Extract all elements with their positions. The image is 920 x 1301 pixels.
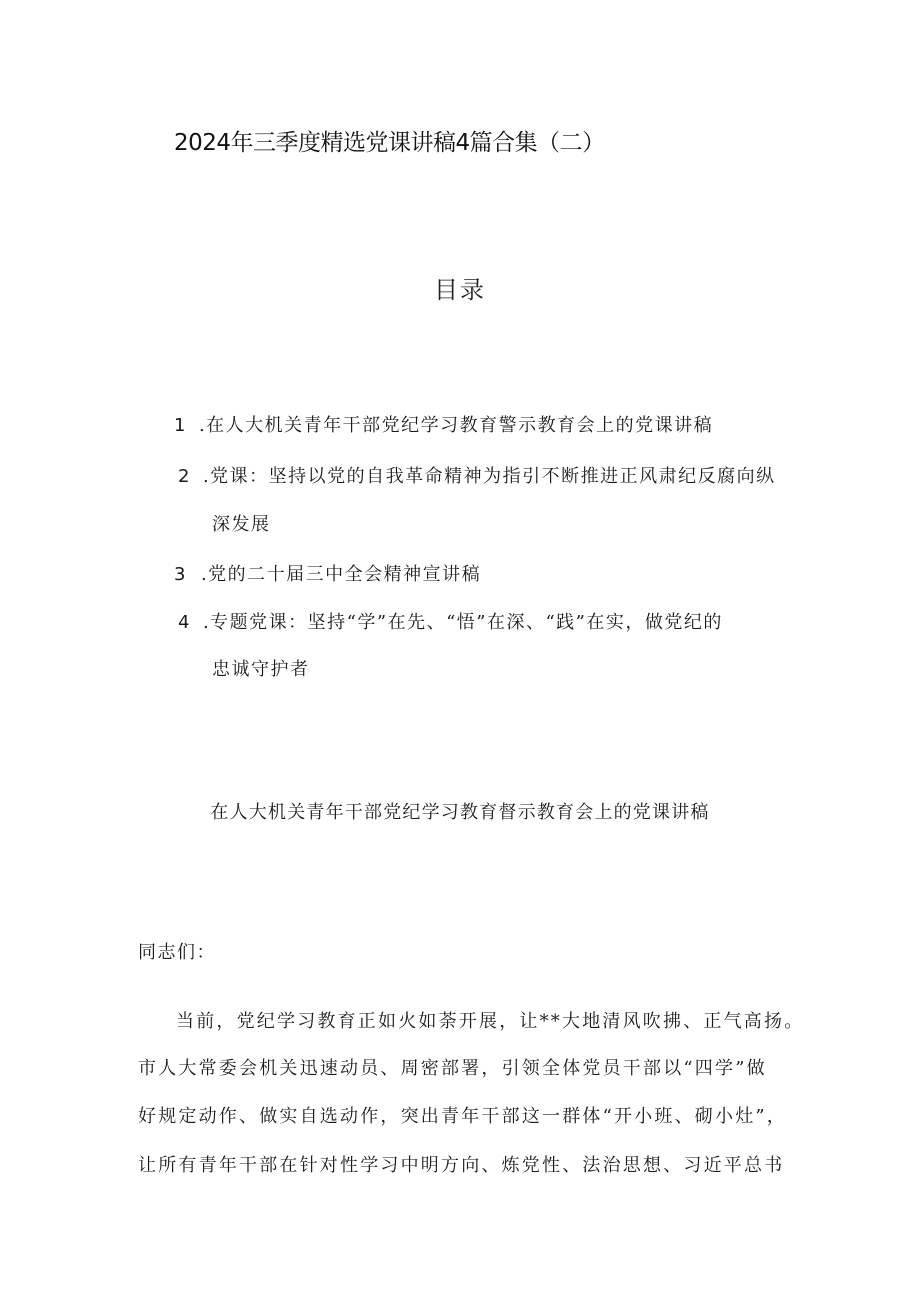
toc-item-text: .党的二十届三中全会精神宣讲稿 <box>200 564 482 585</box>
toc-item-text: .在人大机关青年干部党纪学习教育警示教育会上的党课讲稿 <box>198 415 714 436</box>
toc-item-number: 3 <box>174 564 187 585</box>
body-paragraph-line: 好规定动作、做实自选动作，突出青年干部这一群体“开小班、砌小灶”， <box>138 1106 788 1127</box>
toc-item-2-continuation: 深发展 <box>212 514 271 535</box>
toc-item-4-continuation: 忠诚守护者 <box>212 659 310 680</box>
section-title: 在人大机关青年干部党纪学习教育督示教育会上的党课讲稿 <box>210 802 710 823</box>
toc-item-3 <box>174 565 481 585</box>
body-paragraph-line: 市人大常委会机关迅速动员、周密部署，引领全体党员干部以“四学”做 <box>138 1058 767 1079</box>
toc-item-2 <box>178 467 776 487</box>
body-paragraph-line: 让所有青年干部在针对性学习中明方向、炼党性、法治思想、习近平总书 <box>138 1155 785 1176</box>
toc-item-text: .专题党课：坚持“学”在先、“悟”在深、“践”在实，做党纪的 <box>202 612 723 633</box>
body-paragraph-line: 当前，党纪学习教育正如火如荼开展，让**大地清风吹拂、正气高扬。 <box>176 1011 805 1032</box>
toc-item-4 <box>178 613 723 633</box>
toc-heading: 目录 <box>434 276 486 304</box>
greeting: 同志们： <box>138 942 216 963</box>
toc-item-number: 2 <box>178 466 191 487</box>
toc-item-text: .党课：坚持以党的自我革命精神为指引不断推进正风肃纪反腐向纵 <box>202 466 776 487</box>
toc-item-number: 4 <box>178 612 191 633</box>
toc-item-1 <box>174 416 713 436</box>
document-title: 2024年三季度精选党课讲稿4篇合集（二） <box>174 130 605 156</box>
toc-item-number: 1 <box>174 415 187 436</box>
